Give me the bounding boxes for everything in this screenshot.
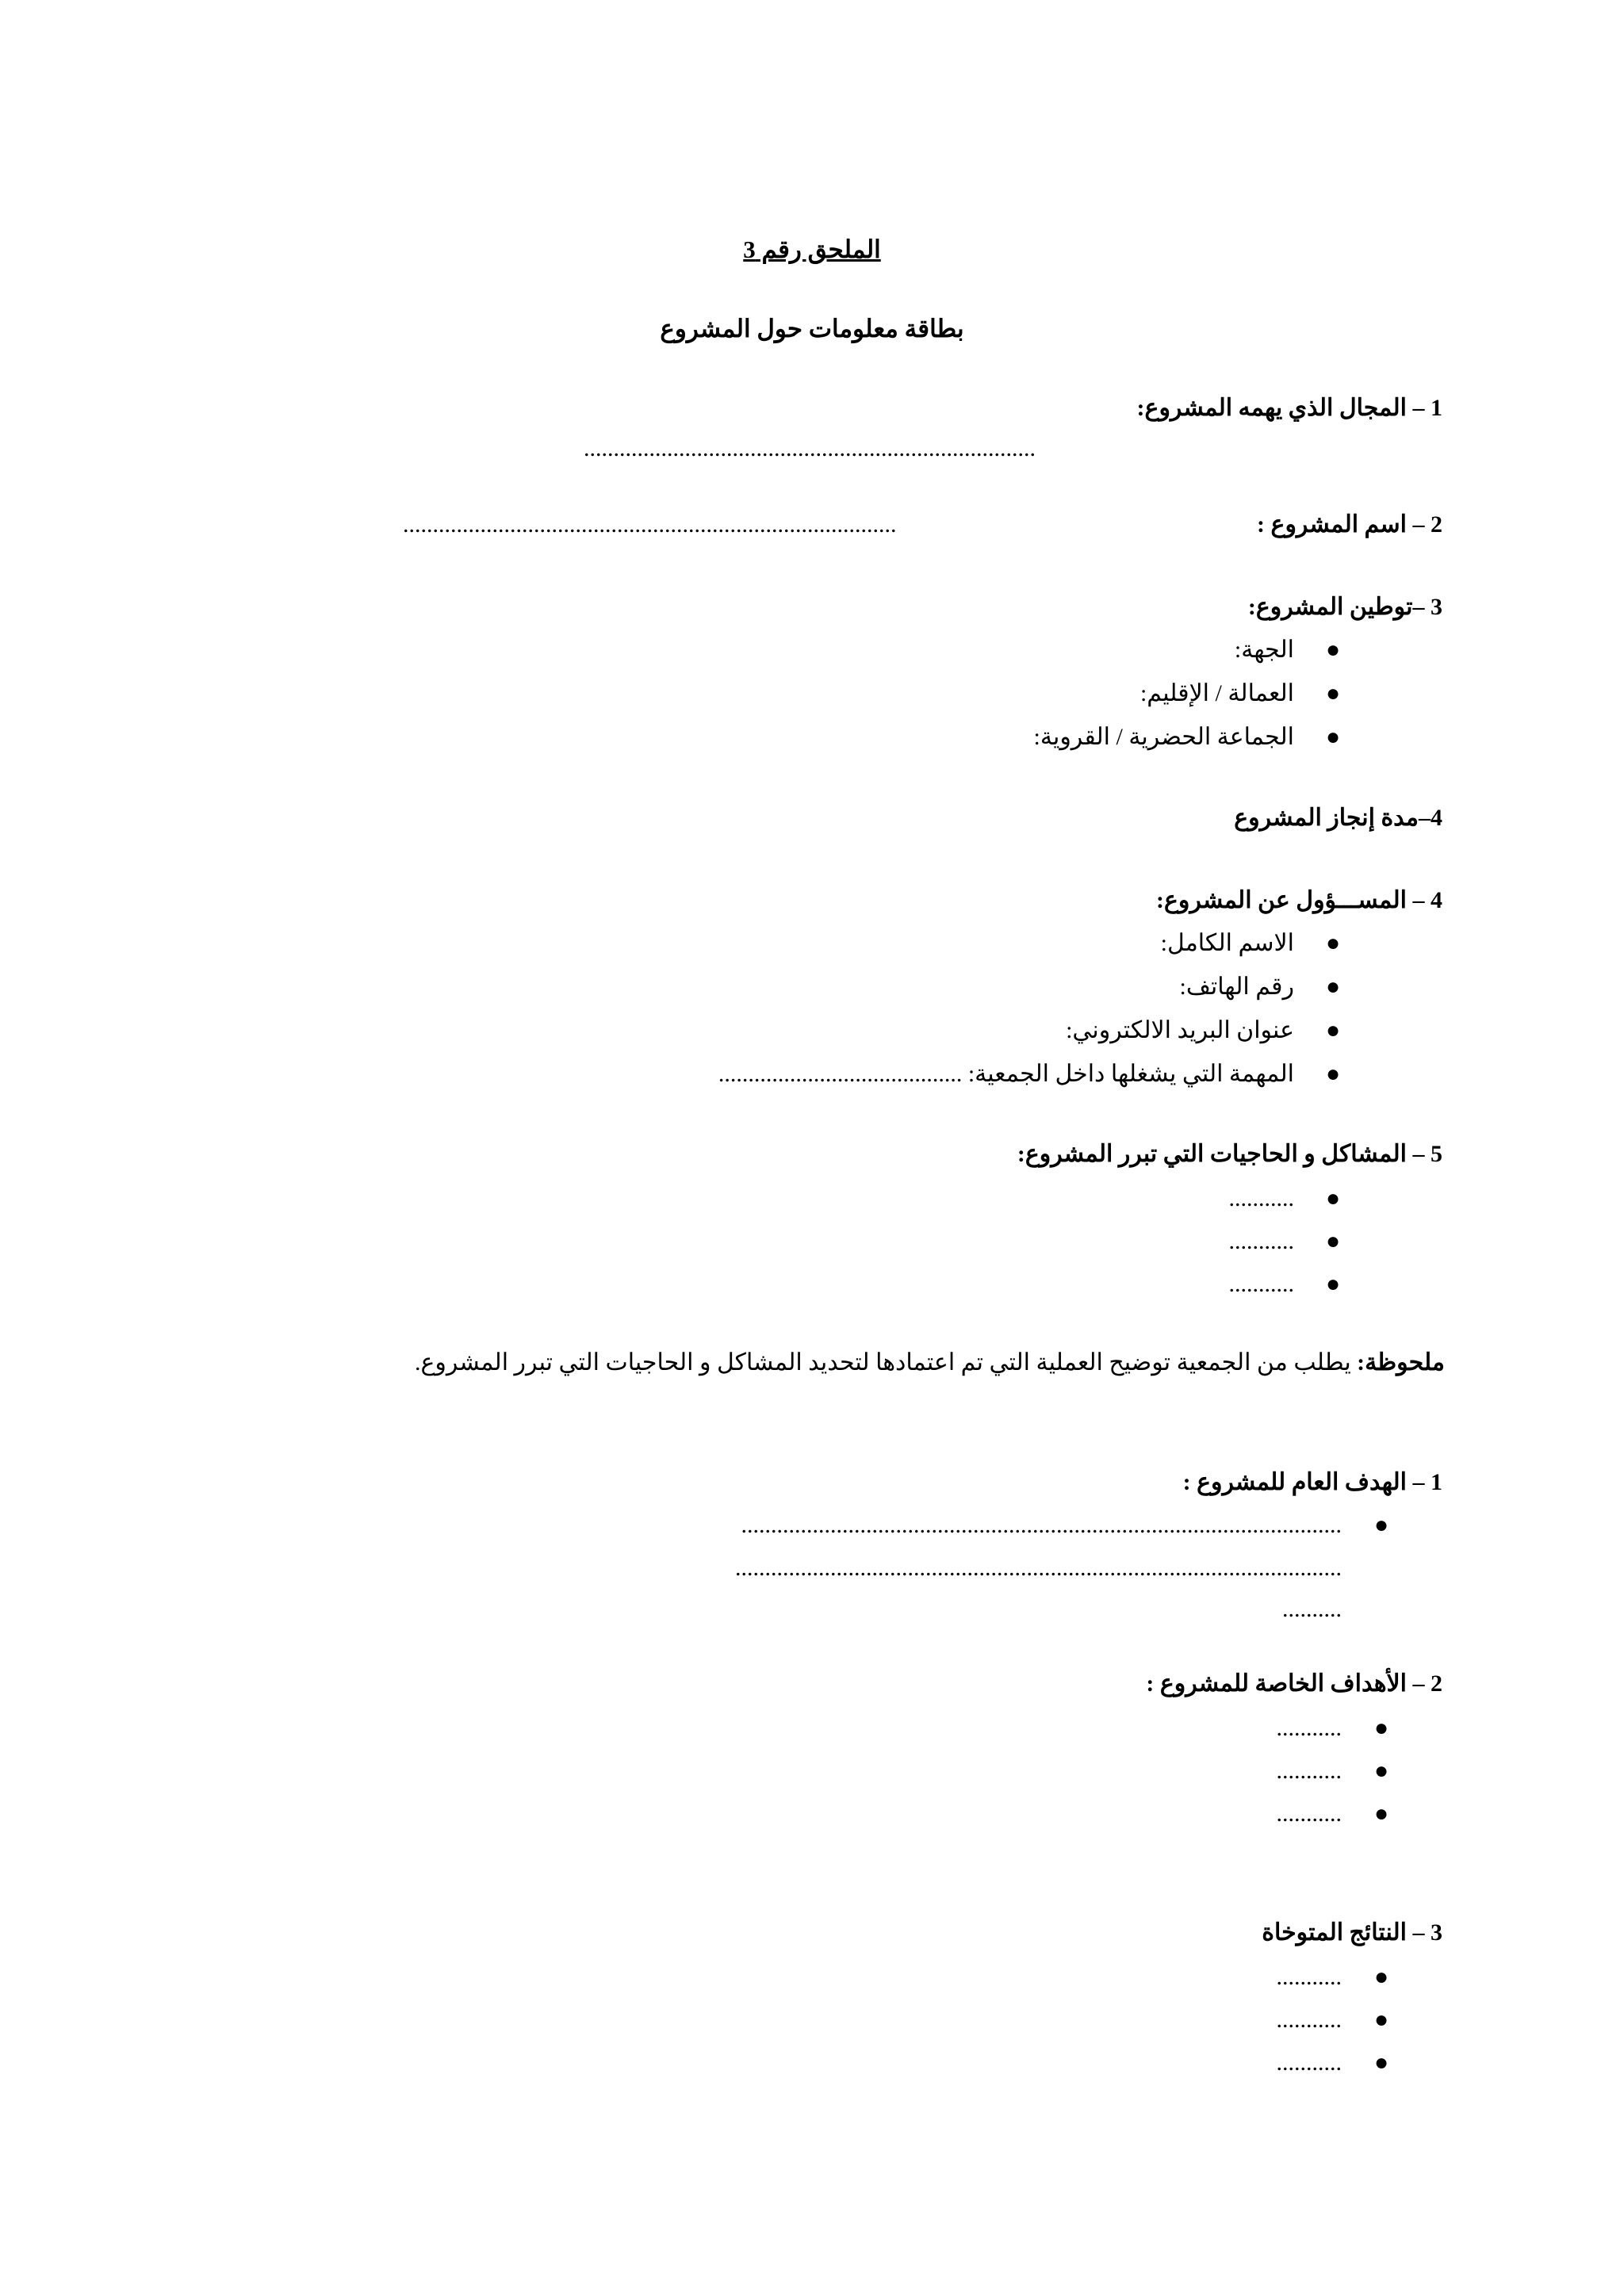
list-item: ........... — [1276, 1715, 1342, 1741]
section-4a-heading: 4–مدة إنجاز المشروع — [1234, 805, 1442, 831]
section-3-heading: 3 –توطين المشروع: — [1247, 594, 1442, 620]
bullet-icon: ● — [1326, 974, 1341, 1000]
bullet-icon: ● — [1326, 1061, 1341, 1087]
bullet-icon: ● — [1326, 1228, 1341, 1254]
list-item: ........... — [1228, 1271, 1294, 1297]
annex-number: الملحق رقم 3 — [743, 235, 881, 263]
list-item: الجماعة الحضرية / القروية: — [1033, 724, 1294, 750]
goal-2-heading: 2 – الأهداف الخاصة للمشروع : — [1146, 1670, 1442, 1697]
bullet-icon: ● — [1374, 1800, 1389, 1827]
bullet-icon: ● — [1374, 1715, 1389, 1741]
list-item: ........... — [1276, 2007, 1342, 2033]
bullet-icon: ● — [1326, 1017, 1341, 1043]
list-item: عنوان البريد الالكتروني: — [1066, 1017, 1294, 1043]
list-item: المهمة التي يشغلها داخل الجمعية: ......................................... — [718, 1061, 1294, 1087]
list-item: الجهة: — [1234, 637, 1294, 663]
list-item: ........... — [1228, 1185, 1294, 1211]
list-item: ........... — [1228, 1228, 1294, 1254]
goal-3-heading: 3 – النتائج المتوخاة — [1262, 1919, 1442, 1946]
bullet-icon: ● — [1374, 2007, 1389, 2033]
bullet-icon: ● — [1326, 1271, 1341, 1297]
list-item: ........... — [1276, 1758, 1342, 1784]
goal-1-dots-3: .......... — [1282, 1596, 1342, 1622]
bullet-icon: ● — [1374, 2049, 1389, 2076]
section-5-heading: 5 – المشاكل و الحاجيات التي تبرر المشروع: — [1017, 1141, 1442, 1167]
note-label: ملحوظة: — [1357, 1349, 1445, 1376]
section-2-dots: ................................................................................... — [403, 511, 897, 538]
note-paragraph — [415, 1347, 1445, 1379]
section-2-heading: 2 – اسم المشروع : — [1257, 511, 1442, 538]
list-item: الاسم الكامل: — [1160, 930, 1294, 956]
goal-1-heading: 1 – الهدف العام للمشروع : — [1182, 1469, 1442, 1495]
list-item: ........... — [1276, 1964, 1342, 1990]
document-title: بطاقة معلومات حول المشروع — [660, 315, 964, 342]
bullet-icon: ● — [1374, 1758, 1389, 1784]
section-1-heading: 1 – المجال الذي يهمه المشروع: — [1136, 395, 1442, 421]
goal-1-dots-2: ...................................................................................................... — [735, 1555, 1342, 1581]
goal-1-dots-1: ..................................................................................................... — [741, 1512, 1342, 1538]
bullet-icon: ● — [1374, 1512, 1389, 1538]
section-4b-heading: 4 – المســـؤول عن المشروع: — [1156, 887, 1442, 913]
bullet-icon: ● — [1326, 680, 1341, 706]
list-item: العمالة / الإقليم: — [1139, 680, 1294, 706]
bullet-icon: ● — [1326, 637, 1341, 663]
bullet-icon: ● — [1326, 724, 1341, 750]
note-text: يطلب من الجمعية توضيح العملية التي تم اعتمادها لتحديد المشاكل و الحاجيات التي تبرر المشروع. — [415, 1349, 1358, 1376]
bullet-icon: ● — [1326, 1185, 1341, 1211]
bullet-icon: ● — [1374, 1964, 1389, 1990]
bullet-icon: ● — [1326, 930, 1341, 956]
section-1-dots: ............................................................................ — [584, 435, 1036, 461]
list-item: ........... — [1276, 2049, 1342, 2076]
list-item: ........... — [1276, 1800, 1342, 1827]
list-item: رقم الهاتف: — [1179, 974, 1294, 1000]
